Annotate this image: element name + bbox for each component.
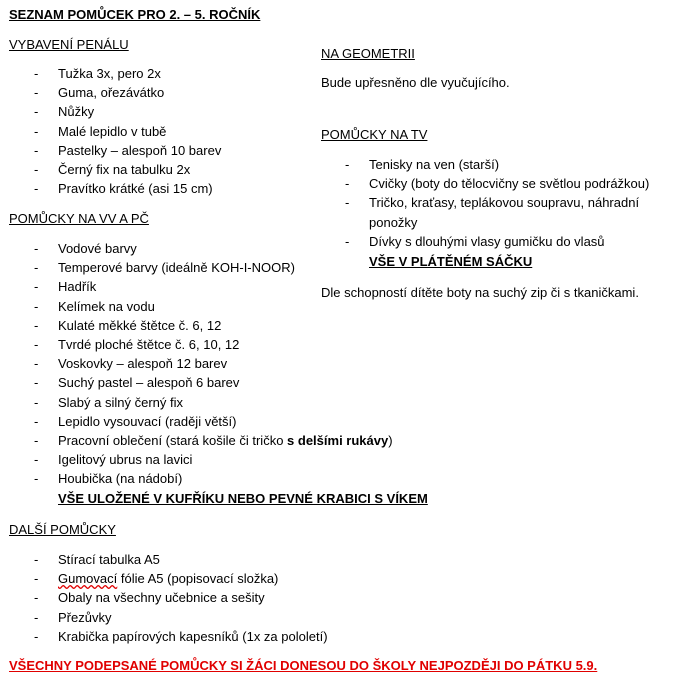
list-item: - Temperové barvy (ideálně KOH-I-NOOR) [34, 260, 295, 276]
list-item: - Nůžky [34, 104, 95, 120]
list-item: - Pravítko krátké (asi 15 cm) [34, 181, 213, 197]
heading-tv: POMŮCKY NA TV [321, 127, 428, 142]
list-item: - Malé lepidlo v tubě [34, 123, 167, 139]
heading-geometry: NA GEOMETRII [321, 46, 415, 61]
spellcheck-word: Gumovací [58, 571, 118, 587]
heading-penal: VYBAVENÍ PENÁLU [9, 37, 129, 52]
heading-vv: POMŮCKY NA VV A PČ [9, 211, 149, 226]
list-item: - Kelímek na vodu [34, 298, 155, 314]
list-item: - Tvrdé ploché štětce č. 6, 10, 12 [34, 336, 240, 352]
list-item: - Pracovní oblečení (stará košile či tričko s delšími rukávy) [34, 432, 393, 448]
list-item: - Kulaté měkké štětce č. 6, 12 [34, 317, 222, 333]
list-item: - Obaly na všechny učebnice a sešity [34, 590, 265, 606]
geometry-text: Bude upřesněno dle vyučujícího. [321, 75, 510, 90]
list-item: - Gumovací fólie A5 (popisovací složka) [34, 571, 279, 587]
list-dalsi [34, 550, 328, 646]
list-item: - Lepidlo vysouvací (raději větší) [34, 413, 237, 429]
list-item-continuation: ponožky [369, 214, 418, 230]
list-item: - Slabý a silný černý fix [34, 394, 183, 410]
heading-dalsi: DALŠÍ POMŮCKY [9, 522, 116, 537]
page-title: SEZNAM POMŮCEK PRO 2. – 5. ROČNÍK [9, 7, 261, 22]
list-item: - Tužka 3x, pero 2x [34, 66, 161, 81]
list-item: - Cvičky (boty do tělocvičny se světlou podrážkou) [345, 176, 650, 192]
list-item: - Guma, ořezávátko [34, 85, 165, 101]
list-tv [345, 155, 650, 251]
bottom-notice: VŠECHNY PODEPSANÉ POMŮCKY SI ŽÁCI DONESOU DO ŠKOLY NEJPOZDĚJI DO PÁTKU 5.9. [9, 658, 598, 673]
tv-footer: Dle schopností dítěte boty na suchý zip či s tkaničkami. [321, 285, 639, 300]
list-item: - Dívky s dlouhými vlasy gumičku do vlasů [345, 233, 605, 249]
list-item: - Hadřík [34, 279, 97, 295]
list-item: - Suchý pastel – alespoň 6 barev [34, 375, 240, 391]
list-item: - Voskovky – alespoň 12 barev [34, 356, 228, 372]
list-item: - Igelitový ubrus na lavici [34, 452, 193, 468]
list-item: - Vodové barvy [34, 241, 137, 256]
list-penal [34, 64, 222, 198]
list-item: - Přezůvky [34, 609, 112, 625]
list-item: - Tenisky na ven (starší) [345, 157, 500, 172]
list-item: - Houbička (na nádobí) [34, 471, 183, 487]
list-item: - Stírací tabulka A5 [34, 552, 160, 567]
list-item: - Tričko, kraťasy, teplákovou soupravu, náhradní [345, 195, 640, 211]
list-item: - Černý fix na tabulku 2x [34, 161, 191, 177]
list-item: - Krabička papírových kapesníků (1x za pololetí) [34, 628, 328, 644]
list-vv [34, 239, 393, 488]
note-sacek: VŠE V PLÁTĚNÉM SÁČKU [369, 254, 533, 269]
note-kufrik: VŠE ULOŽENÉ V KUFŘÍKU NEBO PEVNÉ KRABICI S VÍKEM [58, 491, 428, 506]
list-item: - Pastelky – alespoň 10 barev [34, 142, 222, 158]
